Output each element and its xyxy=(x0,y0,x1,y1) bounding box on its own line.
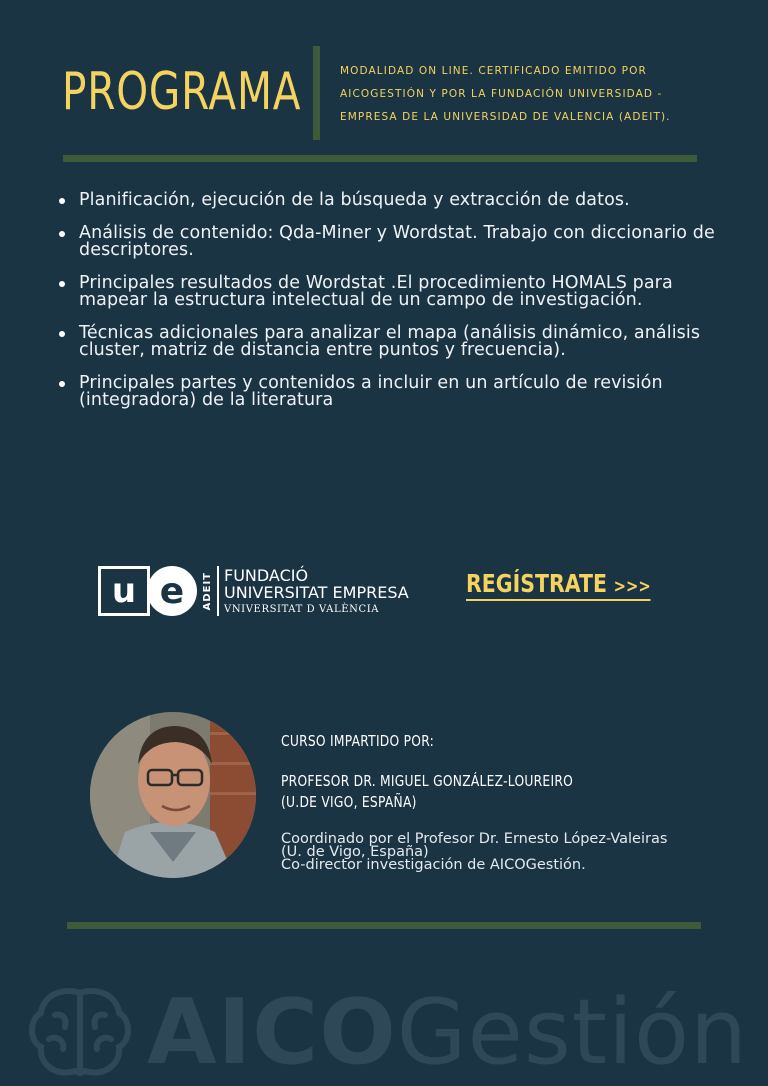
brand-light: Gestión xyxy=(396,980,749,1085)
page-subtitle: MODALIDAD ON LINE. CERTIFICADO EMITIDO POR AICOGESTIÓN Y POR LA FUNDACIÓN UNIVERSIDAD - EMPRESA DE LA UNIVERSIDAD DE VALENCIA (ADEIT). xyxy=(340,65,671,123)
list-item: Planificación, ejecución de la búsqueda y extracción de datos. xyxy=(58,192,718,209)
logo-u-box xyxy=(98,566,150,616)
logo-divider xyxy=(217,566,219,616)
register-label: REGÍSTRATE xyxy=(466,569,608,598)
list-item: Principales partes y contenidos a incluir en un artículo de revisión (integradora) de la literatura xyxy=(58,375,718,409)
coordinator-line-2: (U. de Vigo, España) xyxy=(281,844,429,860)
list-item: Análisis de contenido: Qda-Miner y Wordstat. Trabajo con diccionario de descriptores. xyxy=(58,225,718,259)
logo-line-3: VNIVERSITAT D VALÈNCIA xyxy=(224,603,380,615)
logo-e-circle xyxy=(147,566,197,616)
aicogestion-watermark xyxy=(25,980,748,1086)
coordinator-line-3: Co-director investigación de AICOGestión. xyxy=(281,857,586,873)
register-link[interactable] xyxy=(466,569,651,601)
register-arrows: >>> xyxy=(613,576,651,597)
title-divider xyxy=(313,46,320,140)
top-divider xyxy=(63,155,697,162)
instructor-photo xyxy=(90,712,256,878)
program-list xyxy=(58,192,718,425)
list-item: Principales resultados de Wordstat .El procedimiento HOMALS para mapear la estructura intelectual de un campo de investigación. xyxy=(58,275,718,309)
instructor-name: PROFESOR DR. MIGUEL GONZÁLEZ-LOUREIRO xyxy=(281,772,574,790)
logo-line-1: FUNDACIÓ xyxy=(224,565,309,585)
coordinator-block xyxy=(281,833,667,872)
logo-adeit-text: ADEIT xyxy=(202,571,213,611)
coordinator-line-1: Coordinado por el Profesor Dr. Ernesto López-Valeiras xyxy=(281,831,668,847)
logo-u-letter: u xyxy=(111,571,137,611)
instructor-portrait xyxy=(90,712,256,878)
logo-e-letter: e xyxy=(159,570,185,612)
brand-bold: AICO xyxy=(147,980,397,1085)
taught-by-label: CURSO IMPARTIDO POR: xyxy=(281,732,435,750)
instructor-affiliation: (U.DE VIGO, ESPAÑA) xyxy=(281,793,417,811)
brain-icon xyxy=(25,983,135,1083)
logo-line-2: UNIVERSITAT EMPRESA xyxy=(224,582,409,602)
adeit-logo xyxy=(98,565,409,617)
logo-text xyxy=(224,565,409,615)
instructor-name-block xyxy=(281,771,573,813)
list-item: Técnicas adicionales para analizar el mapa (análisis dinámico, análisis cluster, matriz de distancia entre puntos y frecuencia). xyxy=(58,325,718,359)
page-title: PROGRAMA xyxy=(62,62,302,122)
brand-wordmark xyxy=(147,980,749,1085)
bottom-divider xyxy=(67,922,701,929)
